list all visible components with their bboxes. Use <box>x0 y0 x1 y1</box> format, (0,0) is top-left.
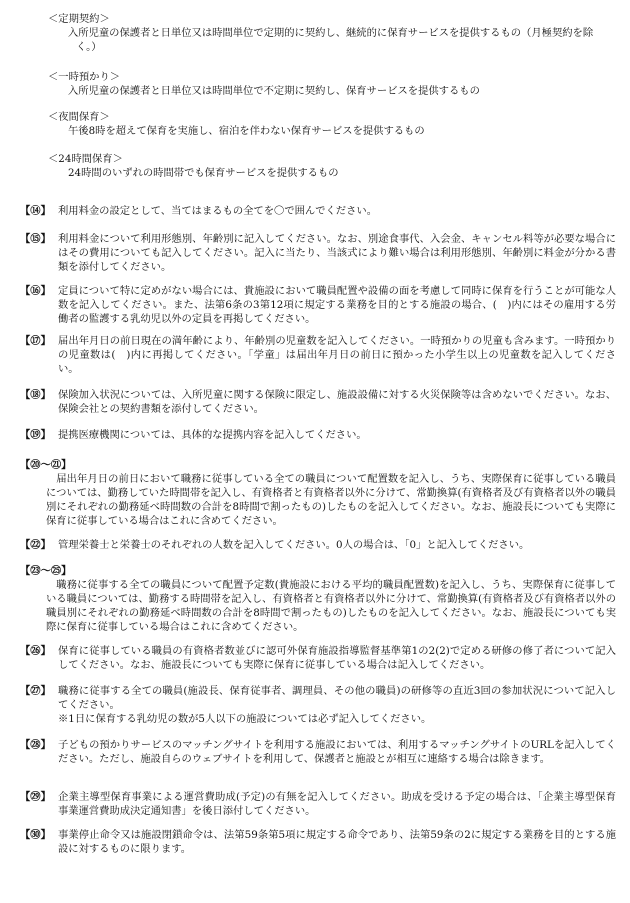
definition-body: 午後8時を超えて保育を実施し、宿泊を伴わない保育サービスを提供するもの <box>68 125 425 137</box>
note-text: 管理栄養士と栄養士のそれぞれの人数を記入してください。0人の場合は、「0」と記入してください。 <box>58 539 530 551</box>
note-text: 提携医療機関については、具体的な提携内容を記入してください。 <box>58 429 367 441</box>
note-text: 職務に従事する全ての職員について配置予定数(貴施設における平均的職員配置数)を記入し、うち、実際保育に従事している職員については、勤務する時間帯を記入し、有資格者と有資格者以外に分けて、常勤換算(有資格者及び有資格者以外の職員別にそれぞれの勤務延べ時間数の合計を8時間で割ったもの)したものを記入してください。なお、施設長についても実際に保育に従事している場合はこれに含めてください。 <box>46 579 616 633</box>
note-20-21 <box>20 458 616 528</box>
definition-yakan <box>48 110 608 138</box>
note-text: 職務に従事する全ての職員(施設長、保育従事者、調理員、その他の職員)の研修等の直近3回の参加状況について記入してください。 <box>58 685 616 711</box>
note-number: 【⑰】 <box>20 335 51 347</box>
note-text: 事業停止命令又は施設閉鎖命令は、法第59条第5項に規定する命令であり、法第59条の2に規定する業務を目的とする施設に対するものに限ります。 <box>58 829 616 855</box>
note-text: 届出年月日の前日において職務に従事している全ての職員について配置数を記入し、うち、実際保育に従事している職員については、勤務していた時間帯を記入し、有資格者と有資格者以外に分けて、常勤換算(有資格者及び有資格者以外の職員別にそれぞれの勤務延べ時間数の合計を8時間で割ったもの)したものを記入してください。なお、施設長についても実際に保育に従事している場合はこれに含めてください。 <box>46 473 616 527</box>
note-text: 子どもの預かりサービスのマッチングサイトを利用する施設においては、利用するマッチングサイトのURLを記入してください。ただし、施設自らのウェブサイトを利用して、保護者と施設とが相互に連絡する場合は除きます。 <box>58 739 616 765</box>
note-text: 企業主導型保育事業による運営費助成(予定)の有無を記入してください。助成を受ける予定の場合は、「企業主導型保育事業運営費助成決定通知書」を後日添付してください。 <box>58 791 616 817</box>
note-text: 利用料金について利用形態別、年齢別に記入してください。なお、別途食事代、入会金、キャンセル料等が必要な場合にはその費用についても記入してください。記入に当たり、当該式により難い場合は利用形態別、年齢別に料金が分かる書類を添付してください。 <box>58 233 616 273</box>
note-16 <box>20 284 616 326</box>
note-text: 届出年月日の前日現在の満年齢により、年齢別の児童数を記入してください。一時預かりの児童も含みます。一時預かりの児童数は( )内に再掲してください。「学童」は届出年月日の前日に預かった小学生以上の児童数を記入してください。 <box>58 335 616 375</box>
note-text: 利用料金の設定として、当てはまるもの全てを〇で囲んでください。 <box>58 205 377 217</box>
note-30 <box>20 828 616 856</box>
definition-body: 入所児童の保護者と日単位又は時間単位で定期的に契約し、継続的に保育サービスを提供するもの（月極契約を除く。） <box>68 27 594 53</box>
note-number: 【⑯】 <box>20 285 51 297</box>
note-number: 【㉗】 <box>20 685 51 697</box>
note-text: 保育に従事している職員の有資格者数並びに認可外保育施設指導監督基準第1の2(2)で定める研修の修了者について記入してください。なお、施設長についても実際に保育に従事している場合は記入してください。 <box>58 645 616 671</box>
definition-heading: ＜24時間保育＞ <box>48 153 123 165</box>
note-19 <box>20 428 616 442</box>
note-text: 定員について特に定めがない場合には、貴施設において職員配置や設備の面を考慮して同時に保育を行うことが可能な人数を記入してください。また、法第6条の3第12項に規定する業務を目的とする施設の場合、( )内にはその雇用する労働者の監護する乳幼児以外の定員を再掲してください。 <box>58 285 616 325</box>
note-22 <box>20 538 616 552</box>
note-subtext: ※1日に保育する乳幼児の数が5人以下の施設については必ず記入してください。 <box>58 713 432 725</box>
definition-heading: ＜定期契約＞ <box>48 13 110 25</box>
note-15 <box>20 232 616 274</box>
note-14 <box>20 204 616 218</box>
definition-heading: ＜夜間保育＞ <box>48 111 110 123</box>
note-number: 【㉘】 <box>20 739 51 751</box>
definition-ichiji <box>48 70 608 98</box>
note-28 <box>20 738 616 766</box>
note-number: 【⑲】 <box>20 429 51 441</box>
definition-24h <box>48 152 608 180</box>
definition-body: 入所児童の保護者と日単位又は時間単位で不定期に契約し、保育サービスを提供するもの <box>68 85 480 97</box>
definition-body: 24時間のいずれの時間帯でも保育サービスを提供するもの <box>68 167 339 179</box>
definition-teiki <box>48 12 608 54</box>
note-number: 【⑱】 <box>20 389 51 401</box>
note-number: 【⑳〜㉑】 <box>20 459 72 471</box>
note-number: 【㉓〜㉕】 <box>20 565 72 577</box>
definition-heading: ＜一時預かり＞ <box>48 71 121 83</box>
note-29 <box>20 790 616 818</box>
note-number: 【⑮】 <box>20 233 51 245</box>
note-text: 保険加入状況については、入所児童に関する保険に限定し、施設設備に対する火災保険等は含めないでください。なお、保険会社との契約書類を添付してください。 <box>58 389 616 415</box>
note-number: 【㉖】 <box>20 645 51 657</box>
note-number: 【㉒】 <box>20 539 51 551</box>
note-27 <box>20 684 616 726</box>
note-17 <box>20 334 616 376</box>
note-number: 【⑭】 <box>20 205 51 217</box>
note-26 <box>20 644 616 672</box>
note-number: 【㉙】 <box>20 791 51 803</box>
note-18 <box>20 388 616 416</box>
note-23-25 <box>20 564 616 634</box>
note-number: 【㉚】 <box>20 829 51 841</box>
